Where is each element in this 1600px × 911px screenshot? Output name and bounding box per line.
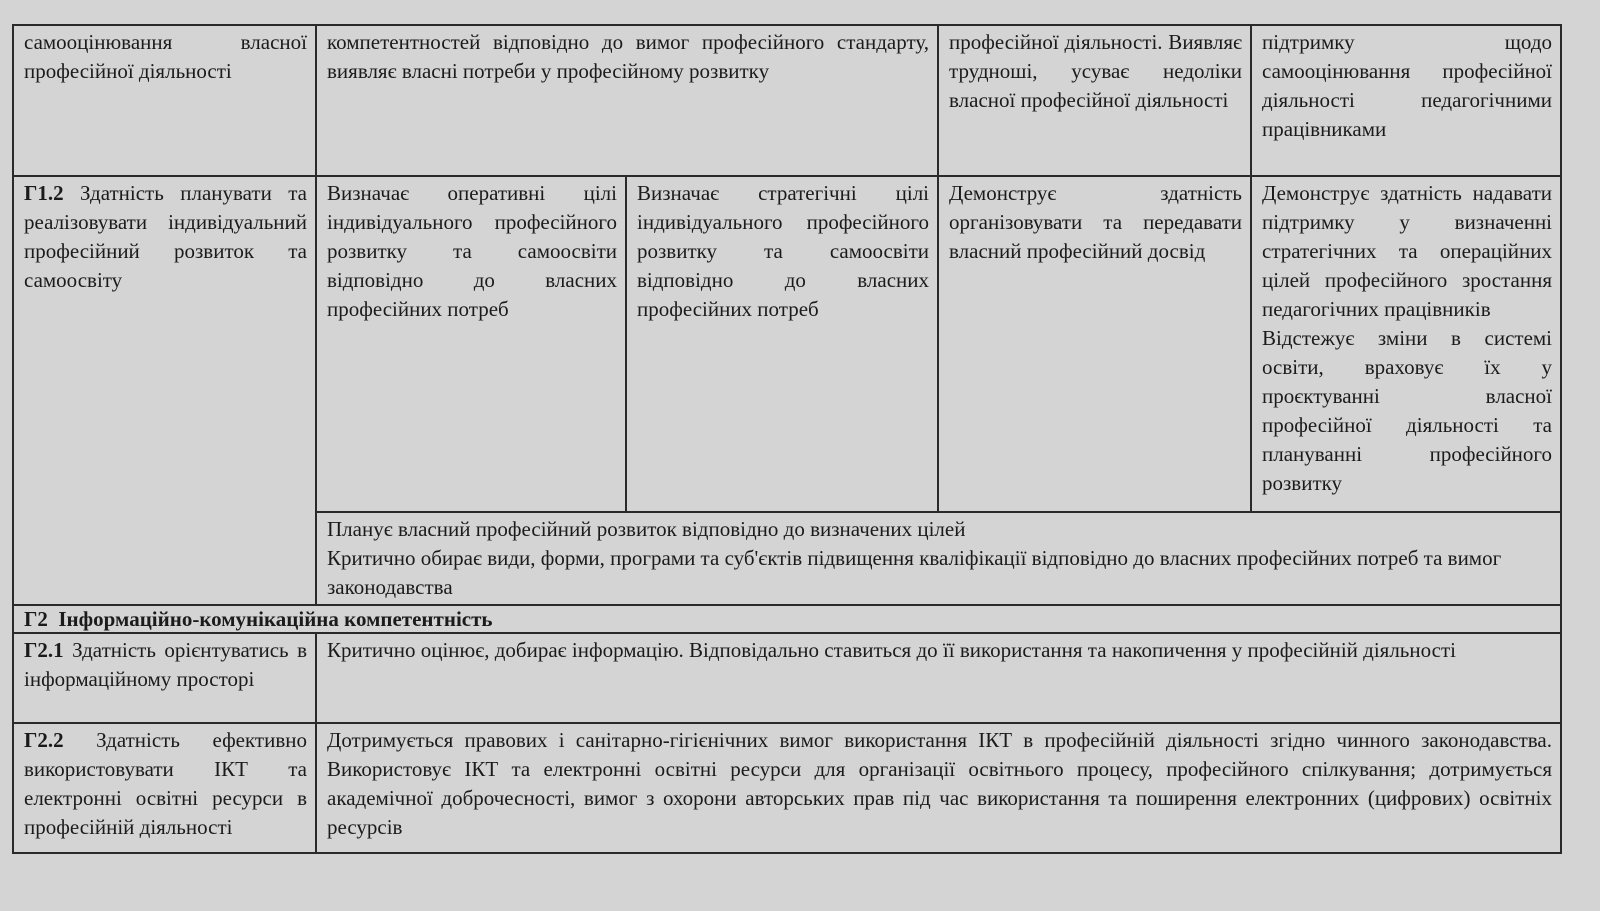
level-text: Відстежує зміни в системі освіти, враховує їх у проєктуванні власної професійної діяльності та плануванні професійного розвитку: [1262, 326, 1553, 495]
common-level-cell: Дотримується правових і санітарно-гігієнічних вимог використання ІКТ в професійній діяльності згідно чинного законодавства. Використовує ІКТ та електронні освітні ресурси для організації освітнього процесу, професійного спілкування; дотримується академічної доброчесності, вимог з охорони авторських прав під час використання та поширення електронних (цифрових) освітніх ресурсів: [316, 723, 1561, 853]
level-cell: Визначає оперативні цілі індивідуального професійного розвитку та самоосвіти відповідно до власних професійних потреб: [316, 176, 626, 512]
competency-title: Здатність планувати та реалізовувати індивідуальний професійний розвиток та самоосвіту: [24, 181, 307, 292]
competency-cell: [13, 723, 316, 853]
table-row: [13, 723, 1561, 853]
level-cell: підтримку щодо самооцінювання професійної діяльності педагогічними працівниками: [1251, 25, 1561, 176]
level-cell: компетентностей відповідно до вимог професійного стандарту, виявляє власні потреби у професійному розвитку: [316, 25, 938, 176]
common-text: Планує власний професійний розвиток відповідно до визначених цілей: [327, 517, 966, 541]
competency-code: Г2.1: [24, 638, 64, 662]
competency-cell: [13, 176, 316, 605]
table-row: [13, 25, 1561, 176]
common-level-cell: [316, 512, 1561, 605]
level-text: Демонструє здатність надавати підтримку у визначенні стратегічних та операційних цілей професійного зростання педагогічних працівників: [1262, 181, 1553, 321]
common-text: Критично обирає види, форми, програми та суб'єктів підвищення кваліфікації відповідно до власних професійних потреб та вимог законодавства: [327, 546, 1502, 599]
section-code: Г2: [24, 607, 48, 631]
competency-title: Здатність ефективно використовувати ІКТ та електронні освітні ресурси в професійній діяльності: [24, 728, 307, 839]
competency-cell: [13, 633, 316, 723]
table-row: [13, 633, 1561, 723]
section-heading: [13, 605, 1561, 633]
competency-table: [12, 24, 1562, 854]
section-row: [13, 605, 1561, 633]
common-level-cell: Критично оцінює, добирає інформацію. Відповідально ставиться до її використання та накопичення у професійній діяльності: [316, 633, 1561, 723]
level-cell: Визначає стратегічні цілі індивідуального професійного розвитку та самоосвіти відповідно до власних професійних потреб: [626, 176, 938, 512]
competency-cell: самооцінювання власної професійної діяльності: [13, 25, 316, 176]
competency-code: Г1.2: [24, 181, 64, 205]
table-row: [13, 176, 1561, 512]
level-cell: Демонструє здатність організовувати та передавати власний професійний досвід: [938, 176, 1251, 512]
level-cell: [1251, 176, 1561, 512]
level-cell: професійної діяльності. Виявляє трудноші, усуває недоліки власної професійної діяльності: [938, 25, 1251, 176]
section-title: Інформаційно-комунікаційна компетентність: [58, 607, 493, 631]
competency-code: Г2.2: [24, 728, 64, 752]
competency-title: Здатність орієнтуватись в інформаційному просторі: [24, 638, 307, 691]
